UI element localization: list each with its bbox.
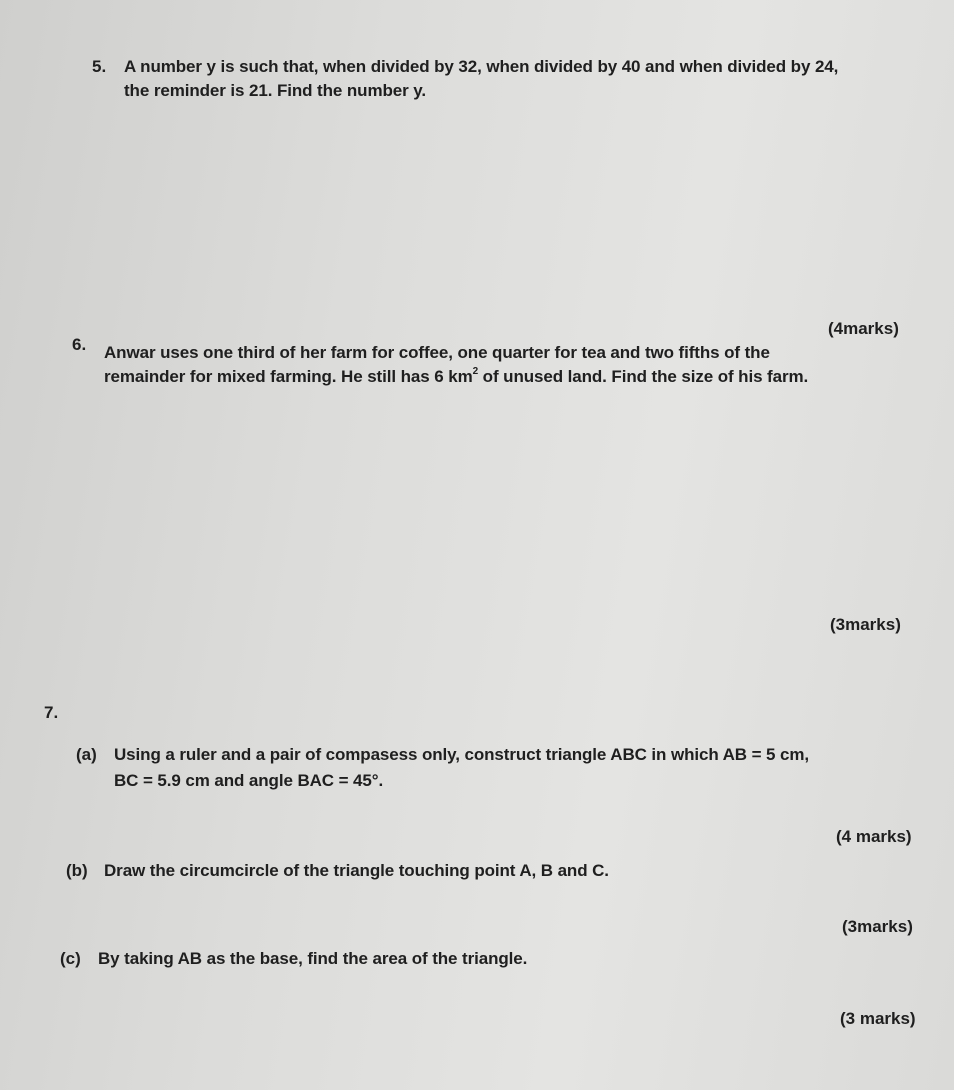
question-6-marks: (3marks) [830, 615, 901, 634]
question-7a-text-line-2: BC = 5.9 cm and angle BAC = 45°. [114, 771, 384, 790]
question-5-text-line-2: the reminder is 21. Find the number y. [124, 81, 426, 100]
question-5-marks: (4marks) [828, 319, 899, 338]
question-5-text-line-1: A number y is such that, when divided by 32, when divided by 40 and when divided by 24, [124, 57, 839, 76]
question-7a-label: (a) [76, 745, 97, 764]
question-7a-text-line-1: Using a ruler and a pair of compasess only, construct triangle ABC in which AB = 5 cm, [114, 745, 810, 764]
question-7c-text: By taking AB as the base, find the area of the triangle. [98, 949, 528, 968]
question-7b-text: Draw the circumcircle of the triangle touching point A, B and C. [104, 861, 609, 880]
question-7c-label: (c) [60, 949, 81, 968]
question-5-number: 5. [92, 57, 107, 76]
question-6-number: 6. [72, 335, 87, 354]
question-7-number: 7. [44, 703, 59, 722]
question-7c-marks: (3 marks) [840, 1009, 916, 1028]
question-7b-label: (b) [66, 861, 88, 880]
question-7a-marks: (4 marks) [836, 827, 912, 846]
question-7b-marks: (3marks) [842, 917, 913, 936]
question-6-text-line-1: Anwar uses one third of her farm for coffee, one quarter for tea and two fifths of the [104, 343, 770, 362]
question-6-text-line-2: remainder for mixed farming. He still has 6 $km^2$ of unused land. Find the size of his farm. [104, 366, 809, 386]
